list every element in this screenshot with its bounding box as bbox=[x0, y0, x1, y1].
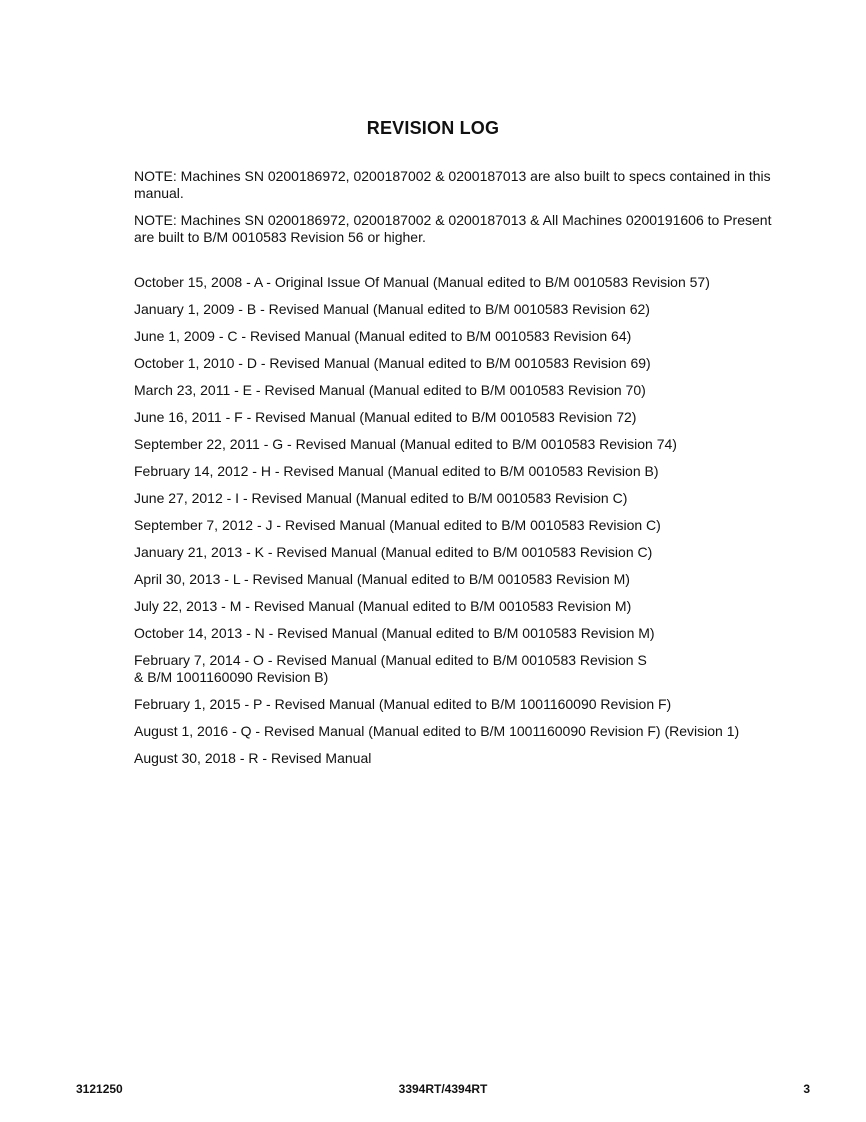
footer-doc-number: 3121250 bbox=[76, 1082, 123, 1096]
revision-entry-b: January 1, 2009 - B - Revised Manual (Manual edited to B/M 0010583 Revision 62) bbox=[134, 301, 650, 317]
note-1: NOTE: Machines SN 0200186972, 0200187002 & 0200187013 are also built to specs contained in this manual. bbox=[134, 168, 771, 201]
footer-model: 3394RT/4394RT bbox=[398, 1082, 488, 1096]
revision-entry-a: October 15, 2008 - A - Original Issue Of Manual (Manual edited to B/M 0010583 Revision 57) bbox=[134, 274, 710, 290]
page-footer bbox=[76, 1082, 810, 1098]
note-2: NOTE: Machines SN 0200186972, 0200187002 & 0200187013 & All Machines 0200191606 to Present are built to B/M 0010583 Revision 56 or higher. bbox=[134, 212, 772, 245]
footer-page-number: 3 bbox=[803, 1082, 810, 1096]
revision-entry-g: September 22, 2011 - G - Revised Manual (Manual edited to B/M 0010583 Revision 74) bbox=[134, 436, 677, 452]
revision-entry-q: August 1, 2016 - Q - Revised Manual (Manual edited to B/M 1001160090 Revision F) (Revision 1) bbox=[134, 723, 740, 739]
revision-entry-i: June 27, 2012 - I - Revised Manual (Manual edited to B/M 0010583 Revision C) bbox=[134, 490, 628, 506]
revision-entry-d: October 1, 2010 - D - Revised Manual (Manual edited to B/M 0010583 Revision 69) bbox=[134, 355, 651, 371]
revision-entry-m: July 22, 2013 - M - Revised Manual (Manual edited to B/M 0010583 Revision M) bbox=[134, 598, 632, 614]
revision-entry-e: March 23, 2011 - E - Revised Manual (Manual edited to B/M 0010583 Revision 70) bbox=[134, 382, 646, 398]
revision-entry-f: June 16, 2011 - F - Revised Manual (Manual edited to B/M 0010583 Revision 72) bbox=[134, 409, 637, 425]
revision-entry-c: June 1, 2009 - C - Revised Manual (Manual edited to B/M 0010583 Revision 64) bbox=[134, 328, 632, 344]
revision-entry-j: September 7, 2012 - J - Revised Manual (Manual edited to B/M 0010583 Revision C) bbox=[134, 517, 661, 533]
notes-section bbox=[134, 168, 784, 256]
revision-entry-o: February 7, 2014 - O - Revised Manual (Manual edited to B/M 0010583 Revision S & B/M 1001160090 Revision B) bbox=[134, 652, 647, 685]
revision-list bbox=[134, 274, 794, 777]
revision-entry-p: February 1, 2015 - P - Revised Manual (Manual edited to B/M 1001160090 Revision F) bbox=[134, 696, 672, 712]
revision-entry-l: April 30, 2013 - L - Revised Manual (Manual edited to B/M 0010583 Revision M) bbox=[134, 571, 630, 587]
page-title: REVISION LOG bbox=[366, 118, 500, 138]
revision-entry-n: October 14, 2013 - N - Revised Manual (Manual edited to B/M 0010583 Revision M) bbox=[134, 625, 655, 641]
revision-entry-r: August 30, 2018 - R - Revised Manual bbox=[134, 750, 372, 766]
revision-entry-h: February 14, 2012 - H - Revised Manual (Manual edited to B/M 0010583 Revision B) bbox=[134, 463, 659, 479]
revision-entry-k: January 21, 2013 - K - Revised Manual (Manual edited to B/M 0010583 Revision C) bbox=[134, 544, 653, 560]
